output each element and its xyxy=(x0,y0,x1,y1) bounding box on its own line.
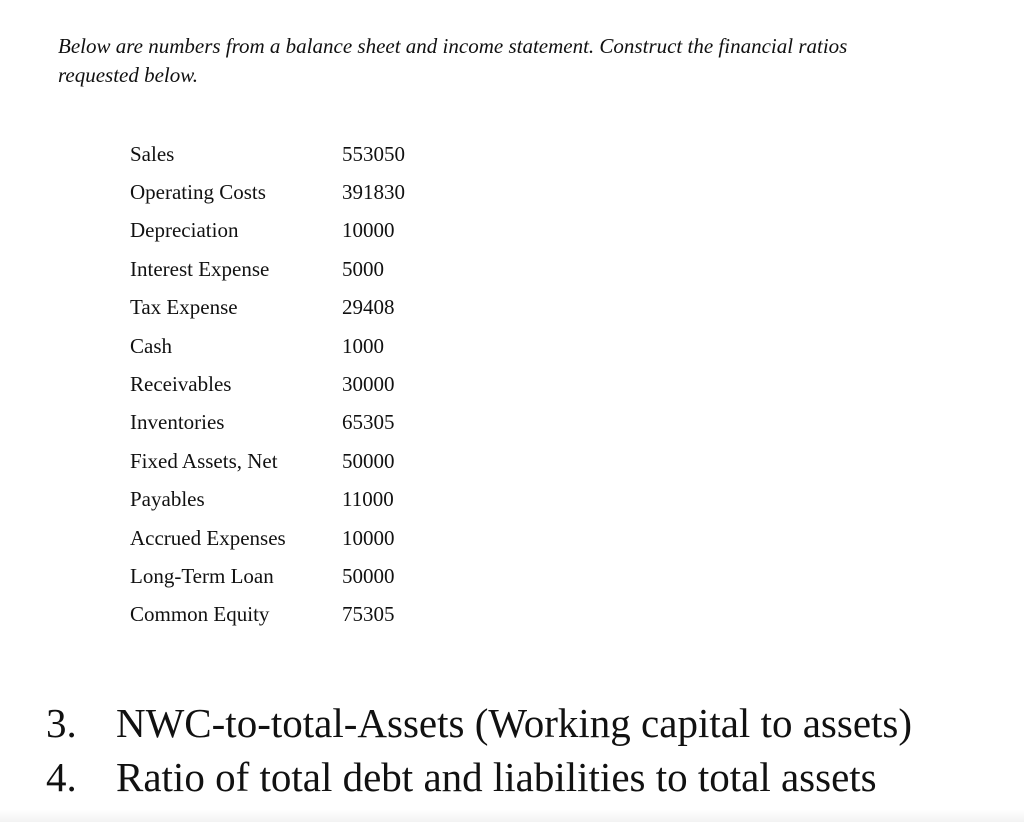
item-label: Depreciation xyxy=(130,218,239,243)
question-number: 3. xyxy=(46,700,77,746)
instructions-paragraph xyxy=(58,32,988,90)
instructions-line-1: Below are numbers from a balance sheet and income statement. Construct the financial ratios xyxy=(58,34,848,58)
item-label: Tax Expense xyxy=(130,295,238,320)
question-item xyxy=(46,696,912,750)
question-text: NWC-to-total-Assets (Working capital to assets) xyxy=(116,700,913,746)
item-label: Payables xyxy=(130,487,205,512)
item-value: 50000 xyxy=(342,563,395,588)
item-label: Common Equity xyxy=(130,602,270,627)
financial-data-table xyxy=(130,135,462,634)
question-text: Ratio of total debt and liabilities to total assets xyxy=(116,754,877,800)
item-value: 29408 xyxy=(342,295,395,320)
item-value: 10000 xyxy=(342,525,395,550)
item-label: Long-Term Loan xyxy=(130,563,274,588)
item-value: 30000 xyxy=(342,372,395,397)
table-row xyxy=(130,481,462,519)
item-value: 75305 xyxy=(342,602,395,627)
item-value: 1000 xyxy=(342,333,384,358)
table-row xyxy=(130,557,462,595)
table-row xyxy=(130,519,462,557)
table-row xyxy=(130,289,462,327)
item-value: 65305 xyxy=(342,410,395,435)
item-label: Sales xyxy=(130,141,175,166)
item-label: Accrued Expenses xyxy=(130,525,286,550)
table-row xyxy=(130,404,462,442)
item-label: Inventories xyxy=(130,410,225,435)
table-row xyxy=(130,173,462,211)
table-row xyxy=(130,596,462,634)
item-value: 50000 xyxy=(342,448,395,473)
table-row xyxy=(130,135,462,173)
question-list xyxy=(46,696,912,804)
page-bottom-edge xyxy=(0,810,1024,822)
table-row xyxy=(130,442,462,480)
item-value: 553050 xyxy=(342,141,405,166)
instructions-line-2: requested below. xyxy=(58,63,198,87)
table-row xyxy=(130,212,462,250)
item-value: 391830 xyxy=(342,180,405,205)
item-label: Operating Costs xyxy=(130,180,266,205)
item-label: Fixed Assets, Net xyxy=(130,448,278,473)
item-value: 11000 xyxy=(342,487,394,512)
question-item xyxy=(46,750,912,804)
item-label: Interest Expense xyxy=(130,256,270,281)
question-number: 4. xyxy=(46,754,77,800)
table-row xyxy=(130,327,462,365)
item-label: Receivables xyxy=(130,372,232,397)
table-row xyxy=(130,365,462,403)
item-label: Cash xyxy=(130,333,172,358)
table-row xyxy=(130,250,462,288)
item-value: 10000 xyxy=(342,218,395,243)
item-value: 5000 xyxy=(342,256,384,281)
